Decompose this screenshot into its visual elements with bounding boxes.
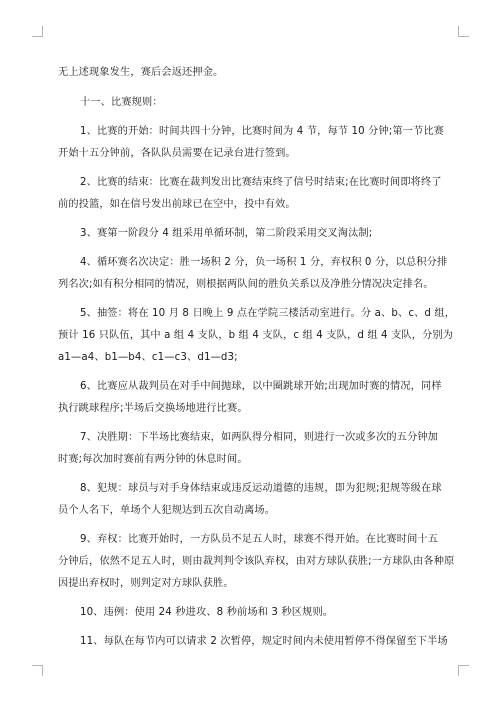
text-line: 8、犯规：球员与对手身体结束或违反运动道德的违规，即为犯规;犯规等级在球: [80, 483, 442, 494]
text-line: 7、决胜期：下半场比赛结束，如两队得分相同，则进行一次或多次的五分钟加: [80, 432, 439, 443]
text-line: 因提出弃权时，则判定对方球队获胜。: [58, 578, 234, 589]
crop-mark-top-right: [458, 26, 469, 37]
text-line: 执行跳球程序;半场后交换场地进行比赛。: [58, 403, 248, 414]
text-line: 6、比赛应从裁判员在对手中间抛球，以中圈跳球开始;出现加时赛的情况，同样: [80, 381, 442, 392]
text-line: 2、比赛的结束：比赛在裁判发出比赛结束终了信号时结束;在比赛时间即将终了: [80, 177, 442, 188]
text-line: 时赛;每次加时赛前有两分钟的休息时间。: [58, 454, 248, 465]
text-line: 前的投篮，如在信号发出前球已在空中，投中有效。: [58, 199, 296, 210]
section-heading: 十一、比赛规则：: [80, 97, 163, 108]
text-line: 分钟后，依然不足五人时，则由裁判判令该队弃权，由对方球队获胜;一方球队由各种原: [58, 556, 455, 567]
text-line: 4、循环赛名次决定：胜一场积 2 分，负一场积 1 分，弃权积 0 分，以总积分排: [80, 257, 448, 268]
text-line: 无上述现象发生，赛后会返还押金。: [58, 67, 224, 78]
text-line: 1、比赛的开始：时间共四十分钟，比赛时间为 4 节，每节 10 分钟;第一节比赛: [80, 126, 445, 137]
text-line: 11、每队在每节内可以请求 2 次暂停，规定时间内未使用暂停不得保留至下半场: [80, 636, 448, 647]
text-line: 列名次;如有积分相同的情况，则根据两队间的胜负关系以及净胜分情况决定排名。: [58, 279, 434, 290]
crop-mark-bottom-left: [32, 665, 43, 676]
text-line: 3、赛第一阶段分 4 组采用单循环制，第二阶段采用交叉淘汰制;: [80, 228, 373, 239]
crop-mark-bottom-right: [458, 665, 469, 676]
crop-mark-top-left: [32, 26, 43, 37]
text-line: 员个人名下，单场个人犯规达到五次自动离场。: [58, 505, 276, 516]
text-line: 5、抽签：将在 10 月 8 日晚上 9 点在学院三楼活动室进行。分 a、b、c、d 组，: [80, 308, 456, 319]
text-line: 10、违例：使用 24 秒进攻、8 秒前场和 3 秒区规则。: [80, 607, 334, 618]
text-line: 9、弃权：比赛开始时，一方队员不足五人时，球赛不得开始。在比赛时间十五: [80, 534, 439, 545]
text-line: a1—a4、b1—b4、c1—c3、d1—d3;: [58, 352, 238, 363]
text-line: 开始十五分钟前，各队队员需要在记录台进行签到。: [58, 148, 296, 159]
text-line: 预计 16 只队伍，其中 a 组 4 支队，b 组 4 支队，c 组 4 支队，d 组 4 支队，分别为: [58, 330, 454, 341]
